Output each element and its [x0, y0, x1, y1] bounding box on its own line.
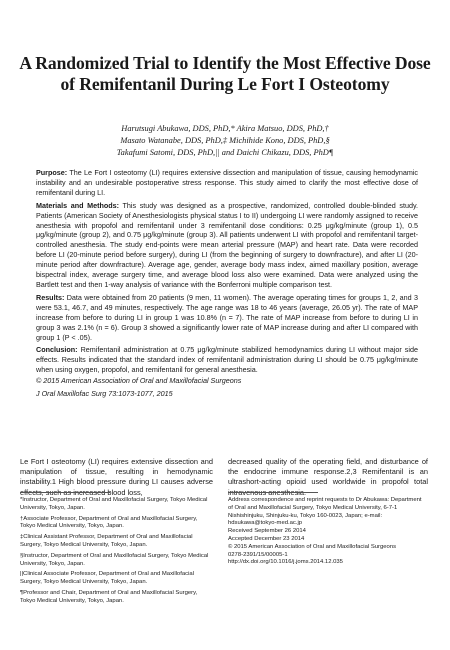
- affiliation-note: ¶Professor and Chair, Department of Oral and Maxillofacial Surgery, Tokyo Medical University, Tokyo, Japan.: [20, 589, 198, 604]
- footnote-divider-right: [228, 492, 318, 493]
- accepted-date: Accepted December 23 2014: [228, 535, 305, 542]
- footnote-divider-left: [20, 492, 110, 493]
- abstract-conclusion: [36, 345, 418, 375]
- body-text-right: decreased quality of the operating field, and disturbance of the endocrine immune response.2,3 Remifentanil is an ultrashort-acting opioid used worldwide in propofol total intravenous anesthesia.: [228, 457, 428, 497]
- affiliation-note: ‡Clinical Assistant Professor, Department of Oral and Maxillofacial Surgery, Tokyo Medical University, Tokyo, Japan.: [20, 534, 193, 548]
- author-list: [20, 123, 430, 159]
- journal-citation: J Oral Maxillofac Surg 73:1073-1077, 2015: [36, 389, 173, 399]
- abstract: [36, 168, 418, 402]
- methods-label: Materials and Methods:: [36, 200, 120, 210]
- affiliation-note: §Instructor, Department of Oral and Maxillofacial Surgery, Tokyo Medical University, Tokyo, Japan.: [20, 552, 209, 567]
- abstract-methods: [36, 201, 418, 290]
- author-line-2: Masato Watanabe, DDS, PhD,‡ Michihide Kono, DDS, PhD,§: [120, 136, 330, 145]
- doi-link[interactable]: http://dx.doi.org/10.1016/j.joms.2014.12.035: [228, 559, 343, 566]
- conclusion-text: Remifentanil administration at 0.75 μg/kg/minute stabilized hemodynamics during LI without major side effects. Results indicated that the standard index of remifentanil administration during LI should be 0.75 μg/kg/minute when using oxygen, propofol, and remifentanil for general anesthesia.: [36, 345, 418, 375]
- author-line-3: Takafumi Satomi, DDS, PhD,|| and Daichi Chikazu, DDS, PhD¶: [116, 148, 334, 157]
- issn: 0278-2391/15/00005-1: [228, 551, 288, 558]
- author-line-1: Harutsugi Abukawa, DDS, PhD,* Akira Matsuo, DDS, PhD,†: [121, 124, 329, 133]
- paper-title: A Randomized Trial to Identify the Most Effective Dose of Remifentanil During Le Fort I Osteotomy: [19, 53, 431, 94]
- affiliation-note: ||Clinical Associate Professor, Department of Oral and Maxillofacial Surgery, Tokyo Medical University, Tokyo, Japan.: [20, 571, 194, 586]
- abstract-copyright: © 2015 American Association of Oral and Maxillofacial Surgeons: [36, 376, 242, 386]
- affiliation-note: *Instructor, Department of Oral and Maxillofacial Surgery, Tokyo Medical University, Tokyo, Japan.: [20, 497, 208, 511]
- conclusion-label: Conclusion:: [36, 345, 78, 355]
- methods-text: This study was designed as a prospective, randomized, controlled double-blinded study. Patients (American Society of Anesthesiologists physical status I to II) undergoing LI were randomly assigned to receive anesthesia with propofol and remifentanil under 3 remifentanil dose conditions: 0.25 μg/kg/minute (group 1), 0.5 μg/kg/minute (group 2), and 0.75 μg/kg/minute (group 3). All patients underwent LI with propofol and remifentanil target-controlled anesthesia. The study end-points were mean arterial pressure (MAP) and heart rate. Data were recorded before LI (20-minute period before surgery), during LI (from the beginning of surgery to downfracture), and after LI (20-minute period after downfracture). Average age, gender, average body mass index, aimed maxillary position, average bispectral index, average surgery time, and average blood loss also were examined. Data were analyzed using the Bartlett test and then 1-way analysis of variance with the Bonferroni multiple comparison test.: [36, 200, 418, 289]
- correspondence-address: Address correspondence and reprint requests to Dr Abukawa: Department of Oral and Maxillofacial Surgery, Tokyo Medical University, 6-7-1 Nishishinjuku, Shinjuku-ku, Tokyo 160-0023, Japan; e-mail: hdsukawa@tokyo-med.ac.jp: [228, 497, 422, 527]
- correspondence-block: [228, 497, 428, 567]
- received-date: Received September 26 2014: [228, 528, 306, 535]
- affiliation-note: †Associate Professor, Department of Oral and Maxillofacial Surgery, Tokyo Medical University, Tokyo, Japan.: [20, 515, 198, 530]
- purpose-label: Purpose:: [36, 168, 68, 177]
- author-affiliations: [20, 497, 213, 609]
- results-label: Results:: [36, 292, 65, 302]
- results-text: Data were obtained from 20 patients (9 men, 11 women). The average operating times for groups 1, 2, and 3 were 53.1, 46.7, and 49 minutes, respectively. The age range was 18 to 46 years (average, 26.05 yr). The rate of MAP increase from before to during LI in group 1 was 10.8% (n = 7). The rate of MAP increase from before to during LI in group 3 was 2.1% (n = 6). Group 3 showed a significantly lower rate of MAP increase during and after LI compared with group 1 (P < .05).: [36, 292, 418, 342]
- correspondence-copyright: © 2015 American Association of Oral and Maxillofacial Surgeons: [228, 543, 397, 550]
- abstract-results: [36, 293, 418, 343]
- body-text-left: Le Fort I osteotomy (LI) requires extensive dissection and manipulation of tissue, resulting in hemodynamic instability.1 High blood pressure during LI causes adverse effects, such as increased blood loss,: [20, 457, 213, 497]
- purpose-text: The Le Fort I osteotomy (LI) requires extensive dissection and manipulation of tissue, causing hemodynamic instability and an undesirable postoperative stress response. This study aimed to clarify the most effective dose of remifentanil during LI.: [36, 168, 418, 197]
- abstract-purpose: [36, 168, 418, 198]
